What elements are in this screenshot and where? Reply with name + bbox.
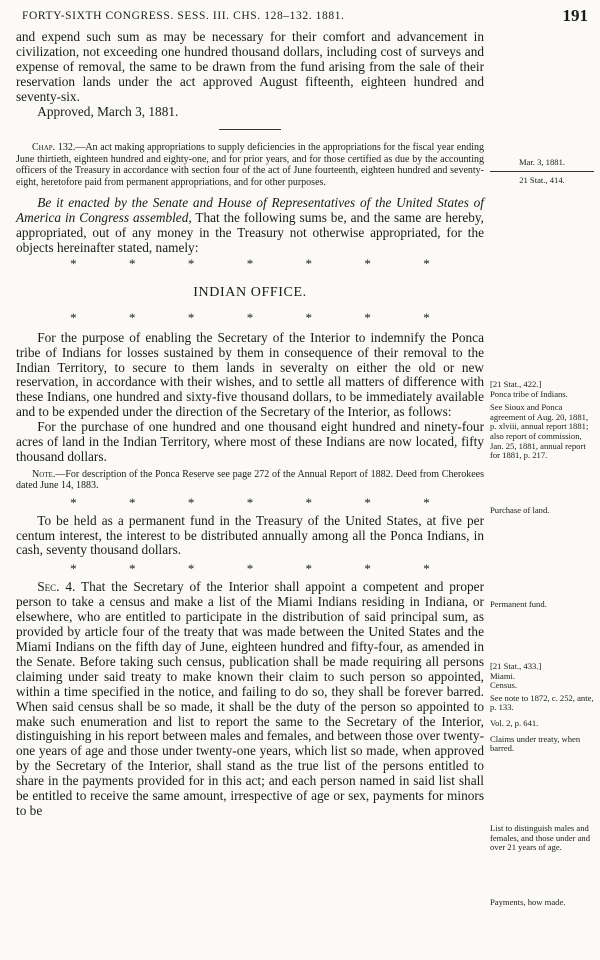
margin-note-date (490, 158, 594, 185)
omission-stars (16, 562, 484, 576)
star-glyph: * (129, 309, 136, 325)
margin-rule (490, 171, 594, 172)
star-glyph: * (423, 494, 430, 510)
star-glyph: * (70, 561, 77, 577)
margin-ponca-tribe: Ponca tribe of Indians. (490, 388, 568, 399)
star-glyph: * (305, 309, 313, 325)
star-glyph: * (129, 255, 136, 271)
margin-ponca-see: See Sioux and Ponca agreement of Aug. 20, 1881, p. xlviii, annual report 1881; also report of commission, Jan. 25, 1881, annual report for 1881, p. 217. (490, 402, 589, 461)
star-glyph: * (305, 494, 313, 510)
star-glyph: * (187, 309, 195, 325)
section-4-paragraph (16, 580, 484, 819)
fund-paragraph: To be held as a permanent fund in the Treasury of the United States, at five per centum interest, the interest to be distributed annually among all the Ponca Indians, in cash, seventy thousand dollars. (16, 512, 484, 558)
star-glyph: * (246, 561, 254, 577)
star-glyph: * (70, 255, 77, 271)
star-glyph: * (246, 494, 254, 510)
chapter-text: —An act making appropriations to supply deficiencies in the appropriations for the fiscal year ending June thirtieth, eighteen hundred and eighty-one, and for prior years, and for those certified as due by the accounting officers of the Treasury in accordance with section four of the act of June fourteenth, eighteen hundred and seventy-eight, heretofore paid from permanent appropriations, and for other purposes. (16, 142, 484, 188)
margin-note-ponca (490, 380, 594, 461)
star-glyph: * (187, 494, 195, 510)
note-paragraph (16, 469, 484, 492)
star-glyph: * (187, 255, 195, 271)
section-label: Sec. 4. (37, 579, 76, 595)
omission-stars (16, 496, 484, 510)
star-glyph: * (364, 255, 371, 271)
omission-stars (16, 311, 484, 325)
margin-fund: Permanent fund. (490, 599, 547, 609)
running-head: FORTY-SIXTH CONGRESS. SESS. III. CHS. 128–132. 1881. (22, 10, 345, 22)
margin-note-list (490, 824, 594, 853)
star-glyph: * (305, 561, 313, 577)
margin-see-note: See note to 1872, c. 252, ante, p. 133. (490, 692, 594, 713)
enacting-rest: That the following sums be, and the same are hereby, appropriated, out of any money in the Treasury not otherwise appropriated, for the objects hereinafter stated, namely: (16, 209, 485, 255)
star-glyph: * (423, 561, 430, 577)
margin-miami-ref: [21 Stat., 433.] (490, 661, 542, 671)
star-glyph: * (364, 494, 371, 510)
star-glyph: * (129, 561, 136, 577)
star-glyph: * (187, 561, 195, 577)
page-number: 191 (562, 6, 588, 25)
star-glyph: * (246, 255, 254, 271)
star-glyph: * (364, 561, 371, 577)
chapter-label: Chap. 132. (32, 142, 76, 154)
margin-census: Census. (490, 680, 517, 691)
main-text (16, 30, 484, 819)
margin-stat-ref: 21 Stat., 414. (519, 174, 565, 185)
margin-note-payments (490, 898, 594, 908)
enacting-paragraph (16, 196, 484, 256)
star-glyph: * (423, 255, 430, 271)
approval-line: Approved, March 3, 1881. (37, 103, 179, 119)
margin-claims: Claims under treaty, when barred. (490, 733, 581, 754)
enacting-clause: Be it enacted by the Senate and House of Representatives of the United States of America in Congress assembled, (16, 195, 484, 225)
star-glyph: * (70, 494, 77, 510)
margin-note-fund (490, 600, 594, 610)
margin-miami: Miami. (490, 670, 516, 681)
margin-note-miami (490, 662, 594, 754)
page-header (22, 6, 588, 28)
section-heading: INDIAN OFFICE. (193, 284, 307, 300)
margin-note-purchase (490, 506, 594, 516)
star-glyph: * (246, 309, 254, 325)
ponca-paragraph: For the purpose of enabling the Secretary of the Interior to indemnify the Ponca tribe of Indians for losses sustained by them in consequence of their removal to the Indian Territory, to secure to them lands in severalty on either the old or new reservation, in accordance with their wishes, and to settle all matters of difference with these Indians, one hundred and sixty-five thousand dollars, to be immediately available and to be expended under the direction of the Secretary of the Interior, as follows: (16, 329, 484, 420)
margin-date: Mar. 3, 1881. (518, 157, 566, 167)
star-glyph: * (364, 309, 371, 325)
margin-purchase: Purchase of land. (490, 505, 550, 515)
star-glyph: * (423, 309, 430, 325)
note-text: —For description of the Ponca Reserve see page 272 of the Annual Report of 1882. Deed from Cherokees dated June 14, 1883. (16, 468, 484, 492)
note-label: Note. (32, 468, 56, 480)
section-4-text: That the Secretary of the Interior shall appoint a competent and proper person to take a census and make a list of the Miami Indians residing in Indiana, or elsewhere, who are entitled to participate in the distribution of said principal sum, as provided by article four of the treaty that was made between the United States and the Miami Indians on the fifth day of June, eighteen hundred and fifty-four, as amended in the Senate. Before taking such census, publication shall be made requiring all persons claiming under said treaty to make known their claim to such person so appointed, within a time specified in the notice, and failing to do so, they shall be forever barred. When said census shall be so made, it shall be the duty of the person so appointed to make such enumeration and list to report the same to the Secretary of the Interior, distinguishing in his report between males and females, and between those over twenty-one years of age and those under twenty-one years, which list so made, when approved by the Secretary of the Interior, shall stand as the true list of the persons entitled to share in the payments provided for in this act; and each person named in said list shall be entitled to receive the same amount, irrespective of age or sex, payments for minors to be (16, 579, 484, 818)
section-divider (219, 129, 281, 130)
star-glyph: * (305, 255, 313, 271)
purchase-paragraph: For the purchase of one hundred and one thousand eight hundred and ninety-four acres of land in the Indian Territory, where most of these Indians are now located, fifty thousand dollars. (16, 419, 484, 464)
intro-paragraph: and expend such sum as may be necessary for their comfort and advancement in civilization, not exceeding one hundred thousand dollars, including cost of surveys and expense of removal, the same to be drawn from the fund arising from the sale of their reservation lands under the act approved August fifteenth, eighteen hundred and seventy-six. (16, 29, 484, 104)
margin-payments: Payments, how made. (490, 897, 566, 907)
margin-list: List to distinguish males and females, and those under and over 21 years of age. (490, 823, 590, 853)
margin-ponca-ref: [21 Stat., 422.] (490, 379, 542, 389)
margin-vol: Vol. 2, p. 641. (490, 717, 539, 728)
star-glyph: * (129, 494, 136, 510)
chapter-title (16, 142, 484, 188)
star-glyph: * (70, 309, 77, 325)
omission-stars (16, 257, 484, 271)
